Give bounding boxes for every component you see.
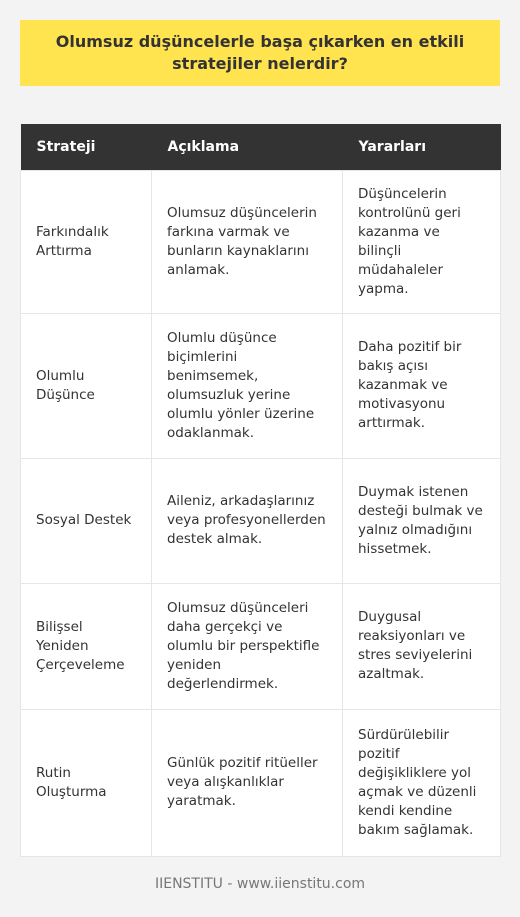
benefits-cell: Düşüncelerin kontrolünü geri kazanma ve bilinçli müdahaleler yapma. [343,170,501,313]
strategy-cell: Olumlu Düşünce [21,313,152,458]
table-row [21,458,501,583]
footer-credit: IIENSTITU - www.iienstitu.com [154,876,366,892]
description-cell: Olumsuz düşünceleri daha gerçekçi ve olumlu bir perspektifle yeniden değerlendirmek. [152,583,343,709]
table-row [21,170,501,313]
benefits-cell: Duymak istenen desteği bulmak ve yalnız olmadığını hissetmek. [343,458,501,583]
page-title: Olumsuz düşüncelerle başa çıkarken en etkili stratejiler nelerdir? [55,32,465,73]
strategy-cell: Sosyal Destek [21,458,152,583]
table-row [21,313,501,458]
strategy-table [20,124,501,857]
table-header-row [21,124,501,170]
strategy-cell: Farkındalık Arttırma [21,170,152,313]
title-banner [20,20,500,86]
column-header-description: Açıklama [152,124,343,170]
column-header-strategy: Strateji [21,124,152,170]
benefits-cell: Daha pozitif bir bakış açısı kazanmak ve motivasyonu arttırmak. [343,313,501,458]
strategy-cell: Bilişsel Yeniden Çerçeveleme [21,583,152,709]
table-row [21,709,501,856]
benefits-cell: Sürdürülebilir pozitif değişikliklere yol açmak ve düzenli kendi kendine bakım sağlamak. [343,709,501,856]
column-header-benefits: Yararları [343,124,501,170]
description-cell: Olumlu düşünce biçimlerini benimsemek, olumsuzluk yerine olumlu yönler üzerine odaklanmak. [152,313,343,458]
table-row [21,583,501,709]
strategy-cell: Rutin Oluşturma [21,709,152,856]
description-cell: Aileniz, arkadaşlarınız veya profesyonellerden destek almak. [152,458,343,583]
description-cell: Olumsuz düşüncelerin farkına varmak ve bunların kaynaklarını anlamak. [152,170,343,313]
description-cell: Günlük pozitif ritüeller veya alışkanlıklar yaratmak. [152,709,343,856]
benefits-cell: Duygusal reaksiyonları ve stres seviyelerini azaltmak. [343,583,501,709]
